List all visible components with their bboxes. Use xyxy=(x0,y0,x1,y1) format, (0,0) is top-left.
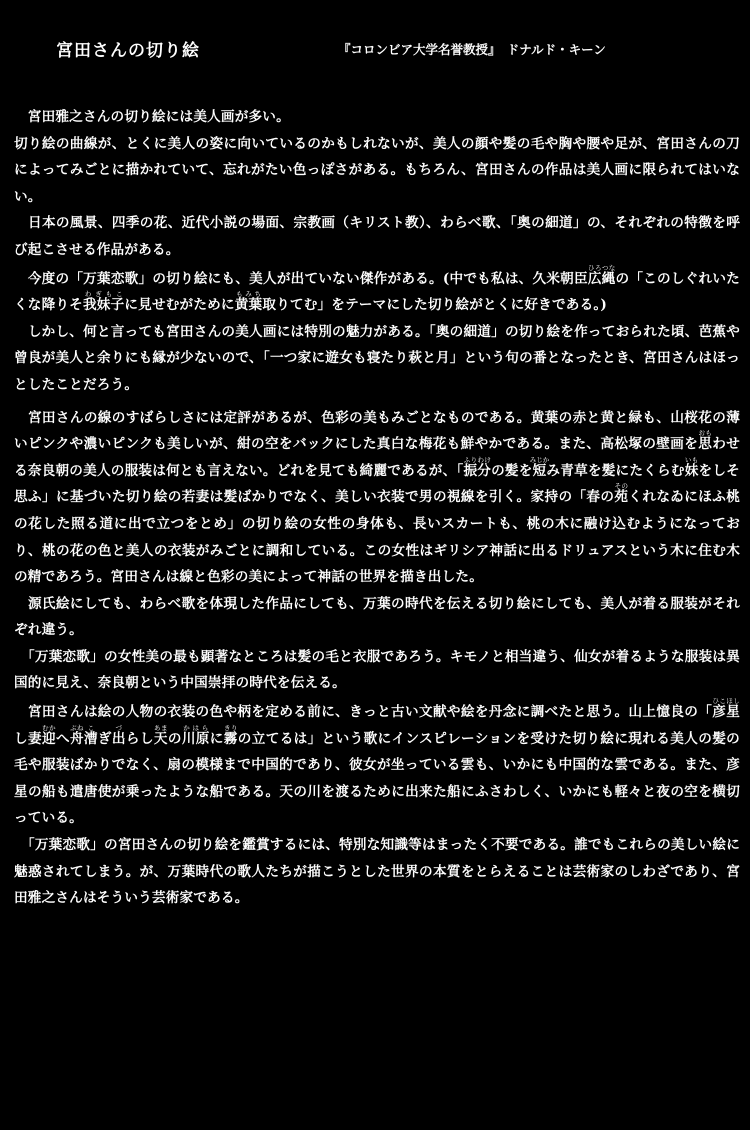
paragraph-5: しかし、何と言っても宮田さんの美人画には特別の魅力がある。「奥の細道」の切り絵を作っておられた頃、芭蕉や曾良が美人と余りにも縁が少ないので、「一つ家に遊女も寝たり萩と月」という句の番となったとき、宮田さんはほっとしたことだろう。 xyxy=(14,323,740,393)
furigana-ko: 漕こ xyxy=(83,723,98,747)
paragraph-3: 日本の風景、四季の花、近代小説の場面、宗教画（キリスト教）、わらべ歌、「奥の細道」の、それぞれの特徴を呼び起こさせる作品がある。 xyxy=(14,215,740,258)
furigana-furiwake: 振分ふりわけ xyxy=(463,455,492,479)
essay-body xyxy=(14,104,740,912)
essay-title: 宮田さんの切り絵 xyxy=(56,41,200,61)
furigana-momichi: 黄葉もみち xyxy=(234,290,263,314)
paragraph-8: 「万葉恋歌」の女性美の最も顕著なところは髪の毛と衣服であろう。キモノと相当違う、仙女が着るような服装は異国的に見え、奈良朝という中国崇拝の時代を伝える。 xyxy=(14,648,740,692)
paragraph-6: 宮田さんの線のすばらしさには定評があるが、色彩の美もみごとなものである。黄葉の赤と黄と緑も、山桜花の薄いピンクや濃いピンクも美しいが、紺の空をバックにした真白な梅花も鮮やかである。また、高松塚の壁画を思おもわせる奈良朝の美人の服装は何とも言えない。どれを見ても綺麗であるが、「振分ふりわけの髪を短みじかみ青草を髪にたくらむ妹いもをしそ思ふ」に基づいた切り絵の若妻は髪ばかりでなく、美しい衣装で男の視線を引く。家持の「春の苑そのくれなゐにほふ桃の花した照る道に出で立つをとめ」の切り絵の女性の身体も、長いスカートも、桃の木に融け込むようになっており、桃の花の色と美人の衣装がみごとに調和している。この女性はギリシア神話に出るドリュアスという木に住む木の精であろう。宮田さんは線と色彩の美によって神話の世界を描き出した。 xyxy=(14,409,740,586)
paragraph-2: 切り絵の曲線が、とくに美人の姿に向いているのかもしれないが、美人の顔や髪の毛や胸や腰や足が、宮田さんの刀によってみごとに描かれていて、忘れがたい色っぽさがある。もちろん、宮田さんの作品は美人画に限られてはいない。 xyxy=(14,135,740,205)
paragraph-4: 今度の「万葉恋歌」の切り絵にも、美人が出ていない傑作がある。(中でも私は、久米朝臣広縄ひろつなの「このしぐれいたくな降りそ我妹子わぎもこに見せむがために黄葉もみち取りてむ」をテーマにした切り絵がとくに好きである。) xyxy=(14,263,740,314)
essay-header xyxy=(0,36,750,66)
furigana-dzu: 出づ xyxy=(111,723,126,747)
furigana-mukae: 迎むか xyxy=(41,723,56,747)
furigana-kiri: 霧きり xyxy=(223,723,238,747)
furigana-kawara: 川原かはら xyxy=(181,723,210,747)
essay-author-byline: 『コロンビア大学名誉教授』 ドナルド・キーン xyxy=(338,42,606,57)
furigana-hironawa: 広縄ひろつな xyxy=(587,263,616,287)
furigana-wagimoko: 我妹子わぎもこ xyxy=(82,290,125,314)
furigana-mijika: 短みじか xyxy=(529,455,550,479)
furigana-ama: 天あま xyxy=(153,723,168,747)
paragraph-9: 宮田さんは絵の人物の衣装の色や柄を定める前に、きっと古い文献や絵を丹念に調べたと思う。山上憶良の「彦星ひこほしし妻迎むかへ舟ぶね漕こぎ出づらし天あまの川原かはらに霧きりの立てるは」という歌にインスピレーションを受けた切り絵に現れる美人の髪の毛や服装ばかりでなく、扇の模様まで中国的であり、彼女が坐っている雲も、いかにも中国的な雲である。また、彦星の船も遣唐使が乗ったような船である。天の川を渡るために出来た船にふさわしく、いかにも軽々と夜の空を横切っている。 xyxy=(14,697,740,827)
paragraph-1: 宮田雅之さんの切り絵には美人画が多い。 xyxy=(14,109,290,125)
paragraph-10: 「万葉恋歌」の宮田さんの切り絵を鑑賞するには、特別な知識等はまったく不要である。誰でもこれらの美しい絵に魅惑されてしまう。が、万葉時代の歌人たちが描こうとした世界の本質をとらえることは芸術家のしわざであり、宮田雅之さんはそういう芸術家である。 xyxy=(14,837,740,907)
furigana-fune: 舟ぶね xyxy=(69,723,84,747)
furigana-hikoboshi: 彦星ひこほし xyxy=(712,697,740,721)
furigana-imo: 妹いも xyxy=(684,455,699,479)
furigana-sono: 苑その xyxy=(614,482,629,506)
paragraph-7: 源氏絵にしても、わらべ歌を体現した作品にしても、万葉の時代を伝える切り絵にしても、美人が着る服装がそれぞれ違う。 xyxy=(14,595,740,639)
furigana-omo: 思おも xyxy=(698,429,713,453)
